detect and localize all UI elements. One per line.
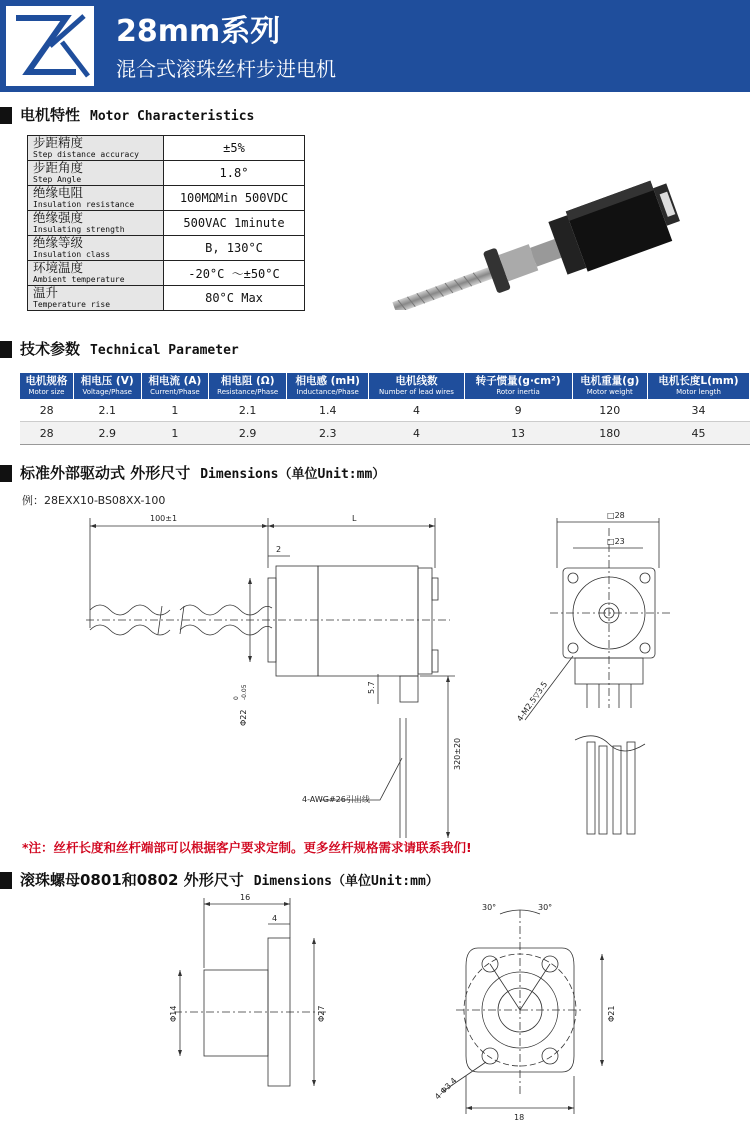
table-cell: 13 [464,422,572,445]
nut-side-view-drawing [150,888,350,1128]
dim-angle-right: 30° [538,903,553,912]
dim-nut-holes: 4-Φ3.4 [433,1075,459,1102]
row-label-zh: 步距精度 [33,135,84,150]
section-title-en: Dimensions（单位Unit:mm） [253,874,439,889]
table-cell: 9 [464,399,572,422]
dim-lead-length: 320±20 [453,737,462,770]
section-title-zh: 标准外部驱动式 外形尺寸 [20,464,191,482]
dim-mount-holes: 4-M2.5▽3.5 [515,679,550,724]
section-heading-dimensions [0,462,560,484]
dim-nut-flange-width: 4 [272,914,278,923]
dim-flange-step: 2 [276,545,282,554]
column-header: 电机线数 Number of lead wires [369,373,464,399]
section-marker [0,872,12,889]
nut-front-view-drawing [420,896,620,1124]
row-value: 80°C Max [164,286,305,311]
page-subtitle: 混合式滚珠丝杆步进电机 [116,57,336,81]
section-title-en: Motor Characteristics [90,109,255,124]
row-value: 500VAC 1minute [164,211,305,236]
section-heading-motor-characteristics [0,104,400,126]
dim-screw-length: 100±1 [150,514,178,523]
dim-boss-tol-upper: 0 [233,696,240,700]
column-header: 电机规格 Motor size [20,373,73,399]
model-example: 例：28EXX10-BS08XX-100 [22,494,166,507]
lead-wire-label: 4-AWG#26引出线 [302,795,370,804]
table-cell: 28 [20,399,73,422]
section-marker [0,341,12,358]
row-label-en: Step distance accuracy [33,150,139,159]
dim-nut-flange-dia: Φ27 [317,1005,326,1022]
row-label-en: Ambient temperature [33,275,125,284]
table-cell: 1 [141,422,209,445]
row-label-zh: 绝缘电阻 [33,185,84,200]
table-row [20,422,750,445]
dim-motor-length: L [352,514,357,523]
table-cell: 1 [141,399,209,422]
column-header: 相电流 (A) Current/Phase [141,373,209,399]
table-cell: 45 [648,422,750,445]
row-value: 100MΩMin 500VDC [164,186,305,211]
row-label-zh: 绝缘强度 [33,210,84,225]
table-cell: 34 [648,399,750,422]
column-header: 电机重量(g) Motor weight [572,373,648,399]
dim-boss-diameter: Φ22 [239,709,248,726]
dim-nut-height: Φ21 [607,1005,616,1022]
page-header [0,0,750,92]
row-label-zh: 绝缘等级 [33,235,84,250]
table-cell: 4 [369,422,464,445]
technical-parameter-table [20,373,750,445]
column-header: 相电感 (mH) Inductance/Phase [287,373,369,399]
table-row [28,236,305,261]
table-row [28,136,305,161]
table-header-row [20,373,750,399]
row-value: 1.8° [164,161,305,186]
table-row [28,261,305,286]
row-value: -20°C ～±50°C [164,261,305,286]
column-header: 相电压 (V) Voltage/Phase [73,373,141,399]
table-cell: 2.9 [73,422,141,445]
column-header: 相电阻 (Ω) Resistance/Phase [209,373,287,399]
motor-front-view-drawing [495,508,690,838]
motor-characteristics-table [27,135,305,311]
motor-product-image [380,160,710,310]
row-label-en: Insulation resistance [33,200,135,209]
dim-angle-left: 30° [482,903,497,912]
row-label-zh: 步距角度 [33,160,84,175]
section-title-en: Dimensions（单位Unit:mm） [200,467,386,482]
section-marker [0,107,12,124]
section-title-zh: 技术参数 [20,340,81,358]
dim-hole-square: □23 [607,537,625,546]
table-row [28,161,305,186]
brand-logo [6,6,94,86]
row-label-zh: 环境温度 [33,260,84,275]
table-row [28,286,305,311]
dim-connector-offset: 5.7 [367,681,376,694]
row-label-en: Insulating strength [33,225,125,234]
table-row [28,211,305,236]
table-cell: 2.1 [209,399,287,422]
section-title-zh: 电机特性 [20,106,81,124]
column-header: 转子惯量(g·cm²) Rotor inertia [464,373,572,399]
row-label-en: Insulation class [33,250,111,259]
table-row [28,186,305,211]
section-heading-technical-parameter [0,338,400,360]
table-cell: 180 [572,422,648,445]
table-cell: 1.4 [287,399,369,422]
section-title-en: Technical Parameter [90,343,239,358]
table-cell: 4 [369,399,464,422]
row-label-en: Temperature rise [33,300,111,309]
dim-nut-body-dia: Φ14 [169,1005,178,1022]
dim-outer-square: □28 [607,511,625,520]
row-label-zh: 温升 [33,285,59,300]
dim-boss-tol-lower: -0.05 [241,684,248,700]
dim-nut-length: 16 [240,893,251,902]
page-title: 28mm系列 [116,14,281,49]
table-row [20,399,750,422]
table-cell: 2.1 [73,399,141,422]
table-cell: 2.3 [287,422,369,445]
row-value: ±5% [164,136,305,161]
row-label-en: Step Angle [33,175,82,184]
section-marker [0,465,12,482]
table-cell: 2.9 [209,422,287,445]
row-value: B, 130°C [164,236,305,261]
customization-note: *注：丝杆长度和丝杆端部可以根据客户要求定制。更多丝杆规格需求请联系我们! [22,840,472,855]
motor-side-view-drawing [80,508,470,838]
section-title-zh: 滚珠螺母0801和0802 外形尺寸 [20,871,244,889]
table-cell: 120 [572,399,648,422]
dim-nut-width: 18 [514,1113,525,1122]
column-header: 电机长度L(mm) Motor length [648,373,750,399]
table-cell: 28 [20,422,73,445]
